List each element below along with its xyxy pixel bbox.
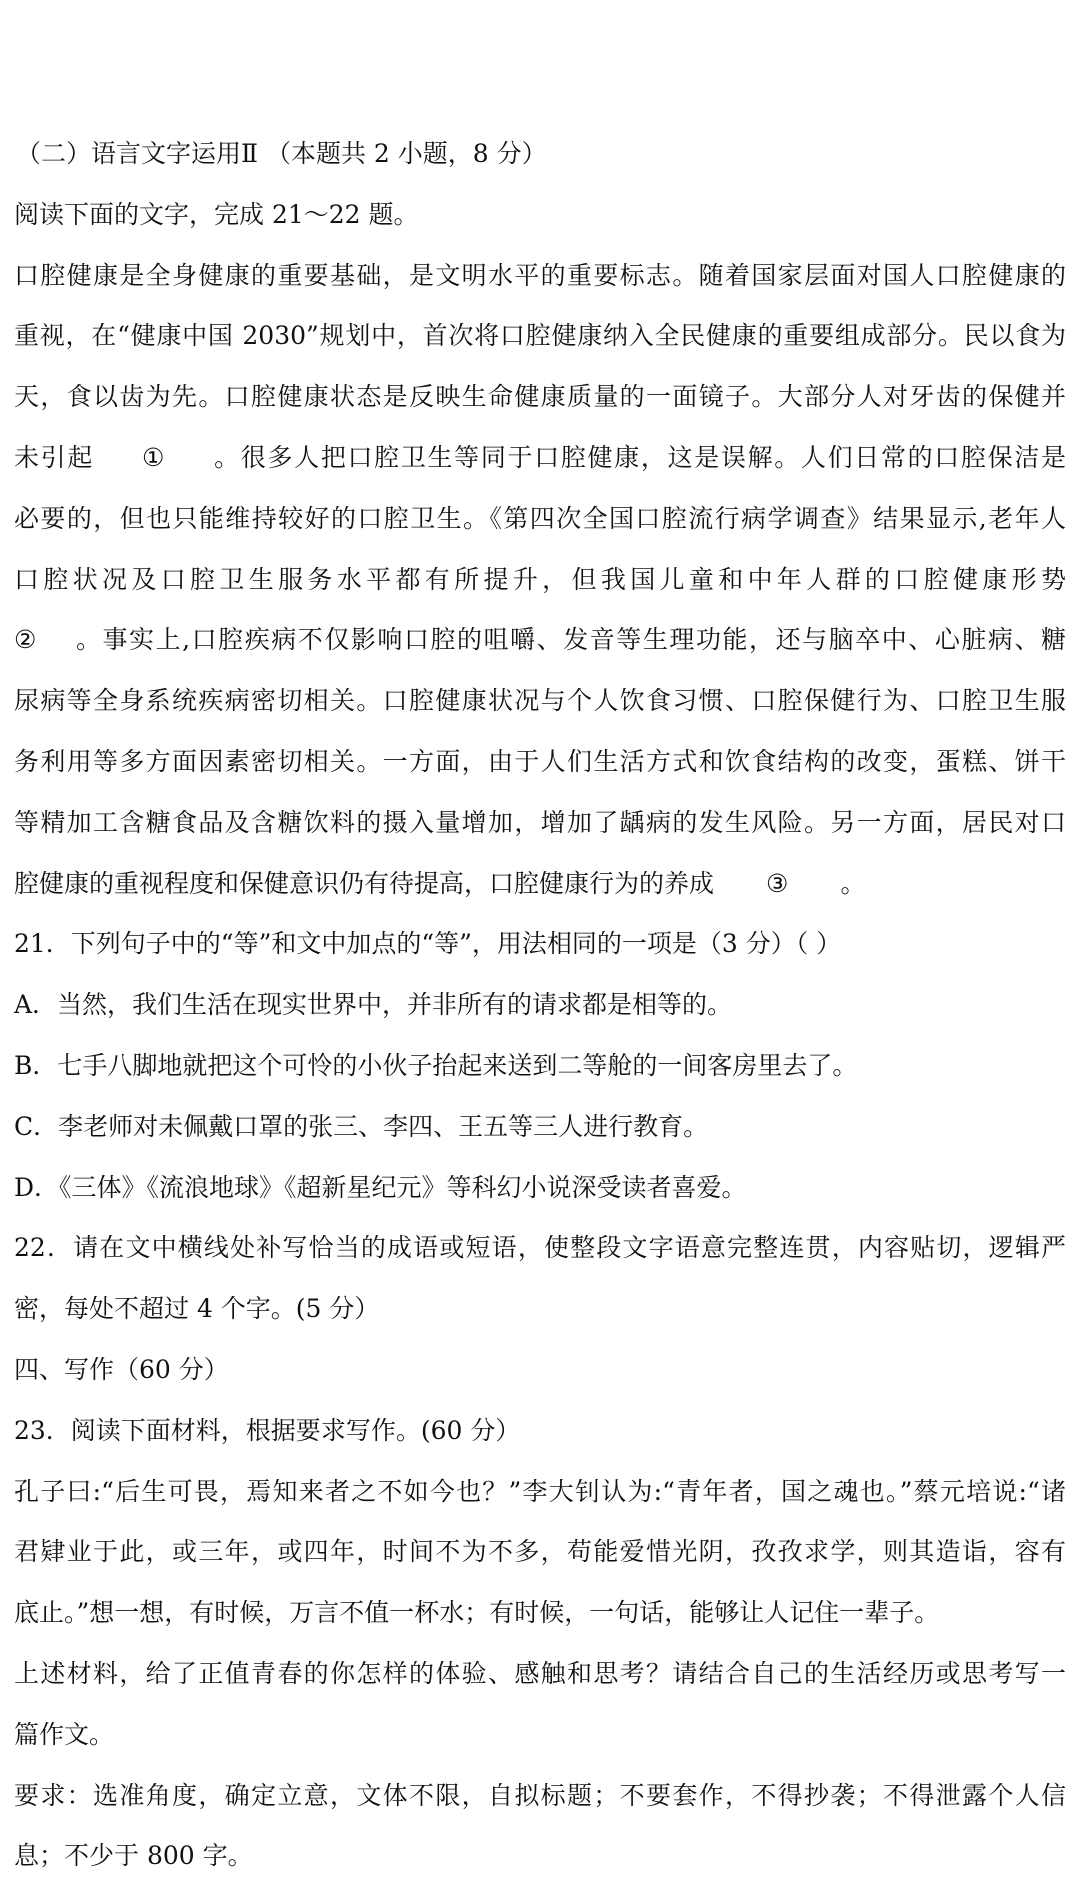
passage-line	[14, 428, 1066, 489]
section-heading-writing: 四、写作（60 分）	[14, 1354, 229, 1384]
requirements-line: 要求：选准角度，确定立意，文体不限，自拟标题；不要套作，不得抄袭；不得泄露个人信	[14, 1780, 1066, 1810]
section-heading-language-use: （二）语言文字运用Ⅱ （本题共 2 小题，8 分）	[16, 139, 547, 168]
question-21	[14, 914, 1066, 1218]
question-stem: 21．下列句子中的“等”和文中加点的“等”，用法相同的一项是（3 分）（ ）	[14, 929, 842, 959]
passage-text: 腔健康的重视程度和保健意识仍有待提高，口腔健康行为的养成	[14, 868, 715, 898]
passage-line	[14, 854, 1066, 915]
passage-text: 。很多人把口腔卫生等同于口腔健康，这是误解。人们日常的口腔保洁是	[212, 442, 1066, 472]
requirements-line: 息；不少于 800 字。	[14, 1841, 253, 1871]
passage	[14, 246, 1066, 915]
prompt-line: 上述材料，给了正值青春的你怎样的体验、感触和思考？请结合自己的生活经历或思考写一	[14, 1658, 1066, 1688]
passage-text: 。事实上,口腔疾病不仅影响口腔的咀嚼、发音等生理功能，还与脑卒中、心脏病、糖	[74, 625, 1066, 655]
question-22	[14, 1218, 1066, 1340]
passage-line: 口腔健康是全身健康的重要基础，是文明水平的重要标志。随着国家层面对国人口腔健康的	[14, 260, 1066, 290]
reading-instruction: 阅读下面的文字，完成 21～22 题。	[14, 199, 419, 229]
question-stem: 23．阅读下面材料，根据要求写作。(60 分）	[14, 1415, 521, 1445]
option-a: A．当然，我们生活在现实世界中，并非所有的请求都是相等的。	[14, 990, 733, 1020]
passage-line: 等精加工含糖食品及含糖饮料的摄入量增加，增加了龋病的发生风险。另一方面，居民对口	[14, 807, 1066, 837]
option-d: D．《三体》《流浪地球》《超新星纪元》等科幻小说深受读者喜爱。	[14, 1172, 747, 1202]
question-23	[14, 1401, 1066, 1887]
material-line: 君肄业于此，或三年，或四年，时间不为不多，苟能爱惜光阴，孜孜求学，则其造诣，容有	[14, 1537, 1066, 1567]
blank-marker-2: ②	[14, 625, 37, 655]
option-c: C．李老师对未佩戴口罩的张三、李四、王五等三人进行教育。	[14, 1111, 709, 1141]
question-stem: 22．请在文中横线处补写恰当的成语或短语，使整段文字语意完整连贯，内容贴切，逻辑严	[14, 1233, 1066, 1263]
passage-line: 口腔状况及口腔卫生服务水平都有所提升，但我国儿童和中年人群的口腔健康形势	[14, 564, 1066, 594]
passage-text: 未引起	[14, 442, 95, 472]
material-line: 底止。”想一想，有时候，万言不值一杯水；有时候，一句话，能够让人记住一辈子。	[14, 1598, 940, 1628]
passage-line: 务利用等多方面因素密切相关。一方面，由于人们生活方式和饮食结构的改变，蛋糕、饼干	[14, 746, 1066, 776]
blank-marker-3: ③	[766, 868, 789, 898]
passage-line: 天，食以齿为先。口腔健康状态是反映生命健康质量的一面镜子。大部分人对牙齿的保健并	[14, 382, 1066, 412]
option-b: B．七手八脚地就把这个可怜的小伙子抬起来送到二等舱的一间客房里去了。	[14, 1050, 858, 1080]
material-line: 孔子曰:“后生可畏，焉知来者之不如今也？”李大钊认为:“青年者，国之魂也。”蔡元培说:“诸	[14, 1476, 1066, 1506]
passage-line: 尿病等全身系统疾病密切相关。口腔健康状况与个人饮食习惯、口腔保健行为、口腔卫生服	[14, 686, 1066, 716]
prompt-line: 篇作文。	[14, 1719, 115, 1749]
blank-marker-1: ①	[142, 442, 165, 472]
passage-line: 必要的，但也只能维持较好的口腔卫生。《第四次全国口腔流行病学调查》结果显示,老年人	[14, 503, 1066, 533]
passage-line	[14, 610, 1066, 671]
passage-line: 重视，在“健康中国 2030”规划中，首次将口腔健康纳入全民健康的重要组成部分。民以食为	[14, 321, 1066, 351]
passage-text: 。	[840, 868, 866, 898]
question-stem: 密，每处不超过 4 个字。(5 分）	[14, 1294, 380, 1324]
